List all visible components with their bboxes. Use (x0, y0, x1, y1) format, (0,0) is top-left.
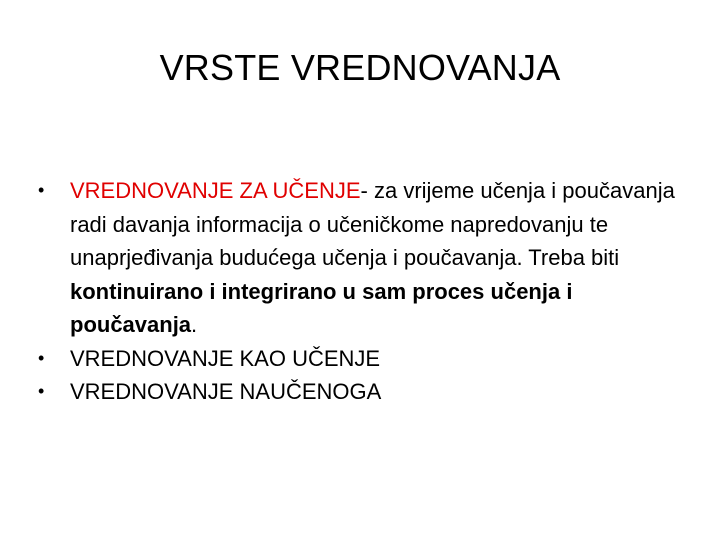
bullet-heading-red: VREDNOVANJE ZA UČENJE (70, 178, 361, 203)
bullet-text: VREDNOVANJE NAUČENOGA (70, 379, 382, 404)
bullet-item-vrednovanje-za-ucenje (38, 174, 678, 342)
bullet-text-bold: kontinuirano i integrirano u sam proces učenja i poučavanja (70, 278, 573, 337)
bullet-text: - za vrijeme učenja i poučavanja radi davanja informacija o učeničkome napredovanju te unaprjeđivanja budućega učenja i poučavanja. Treba biti (70, 178, 675, 270)
slide-title: VRSTE VREDNOVANJA (159, 47, 561, 88)
bullet-text-end: . (191, 312, 198, 337)
bullet-icon: • (38, 180, 45, 200)
bullet-icon: • (38, 381, 45, 401)
bullet-list (38, 174, 678, 409)
bullet-item-vrednovanje-kao-ucenje (38, 342, 678, 376)
bullet-text: VREDNOVANJE KAO UČENJE (70, 345, 381, 371)
bullet-item-vrednovanje-naucenoga (38, 375, 678, 409)
bullet-icon: • (38, 347, 45, 368)
